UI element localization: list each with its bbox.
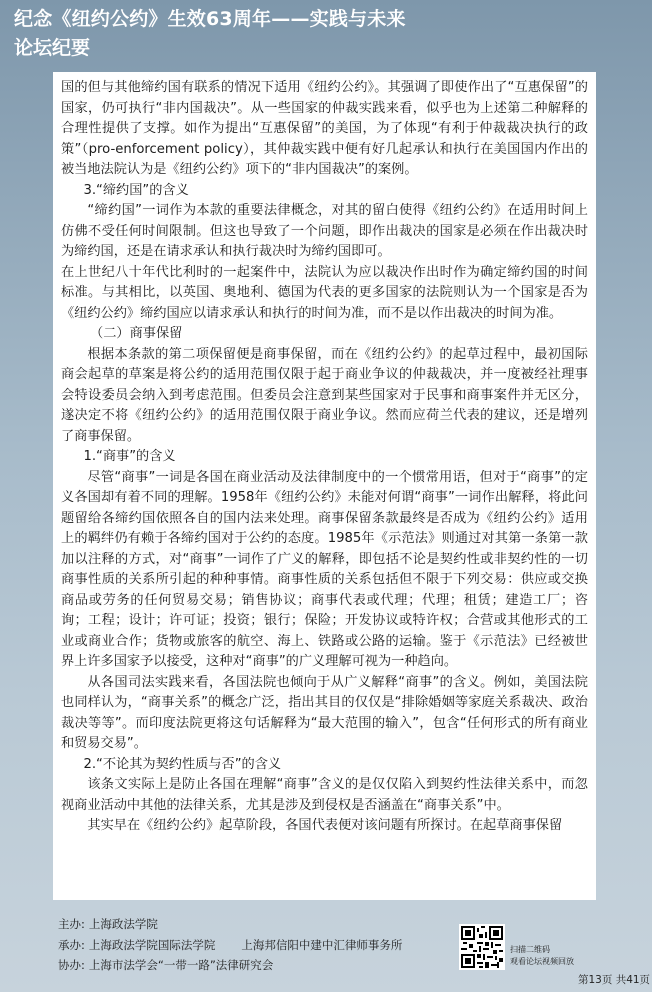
organizer-name-2: 上海邦信阳中建中汇律师事务所 (241, 937, 403, 952)
paragraph: 该条文实际上是防止各国在理解“商事”含义的是仅仅陷入到契约性法律关系中，而忽视商业活动中其他的法律关系，尤其是涉及到侵权是否涵盖在“商事关系”中。 (61, 777, 588, 813)
page-number: 第13页 共41页 (578, 974, 651, 986)
co-organizer-label: 协办: (58, 958, 85, 972)
host-row (58, 914, 478, 935)
co-organizer-name: 上海市法学会“一带一路”法律研究会 (88, 958, 274, 972)
page-subtitle: 论坛纪要 (14, 37, 91, 59)
paragraph: 在上世纪八十年代比利时的一起案件中，法院认为应以裁决作出时作为确定缔约国的时间标准。与其相比，以英国、奥地利、德国为代表的更多国家的法院则认为一个国家是否为《纽约公约》缔约国应以请求承认和执行的时间为准，而不是以作出裁决的时间为准。 (61, 264, 588, 321)
organizer-name: 上海政法学院国际法学院 (88, 937, 216, 952)
footer-credits (58, 914, 478, 976)
qr-code-icon[interactable] (459, 924, 505, 970)
host-name: 上海政法学院 (88, 917, 158, 931)
page-title: 纪念《纽约公约》生效63周年——实践与未来 (14, 8, 406, 30)
document-panel (53, 72, 596, 900)
organizer-label: 承办: (58, 937, 85, 952)
qr-caption-line-2: 观看论坛视频回放 (510, 957, 574, 966)
paragraph: 尽管“商事”一词是各国在商业活动及法律制度中的一个惯常用语，但对于“商事”的定义各国却有着不同的理解。1958年《纽约公约》未能对何谓“商事”一词作出解释，将此问题留给各缔约国依照各自的国内法来处理。商事保留条款最终是否成为《纽约公约》适用上的羁绊仍有赖于各缔约国对于公约的态度。1985年《示范法》则通过对其第一条第一款加以注释的方式，对“商事”一词作了广义的解释，即包括不论是契约性或非契约性的一切商事性质的关系所引起的种种事情。商事性质的关系包括但不限于下列交易：供应或交换商品或劳务的任何贸易交易；销售协议；商事代表或代理；代理；租赁；建造工厂；咨询；工程；设计；许可证；投资；银行；保险；开发协议或特许权；合营或其他形式的工业或商业合作；货物或旅客的航空、海上、铁路或公路的运输。鉴于《示范法》已经被世界上许多国家予以接受，这种对“商事”的广义理解可视为一种趋向。 (61, 469, 588, 669)
subheading: 3.“缔约国”的含义 (83, 182, 189, 198)
paragraph: 其实早在《纽约公约》起草阶段，各国代表便对该问题有所探讨。在起草商事保留 (87, 818, 563, 833)
paragraph: 从各国司法实践来看，各国法院也倾向于从广义解释“商事”的含义。例如，美国法院也同样认为，“商事关系”的概念广泛，指出其目的仅仅是“排除婚姻等家庭关系裁决、政治裁决等等”。而印度法院更将这句话解释为“最大范围的输入”，包含“任何形式的所有商业和贸易交易”。 (61, 674, 588, 751)
section-heading: （二）商事保留 (90, 326, 183, 341)
paragraph: 国的但与其他缔约国有联系的情况下适用《纽约公约》。其强调了即使作出了“互惠保留”的国家，仍可执行“非内国裁决”。从一些国家的仲裁实践来看，似乎也为上述第二种解释的合理性提供了支撑。如作为提出“互惠保留”的美国，为了体现“有利于仲裁裁决执行的政策”（pro-enforcement policy），其仲裁实践中便有好几起承认和执行在美国国内作出的被当地法院认为是《纽约公约》项下的“非内国裁决”的案例。 (61, 80, 588, 177)
qr-caption-line-1: 扫描二维码 (510, 945, 550, 954)
subheading: 2.“不论其为契约性质与否”的含义 (83, 756, 282, 772)
host-label: 主办: (58, 917, 85, 931)
organizer-row (58, 935, 478, 956)
paragraph: 根据本条款的第二项保留便是商事保留，而在《纽约公约》的起草过程中，最初国际商会起草的草案是将公约的适用范围仅限于起于商业争议的仲裁裁决，并一度被经社理事会特设委员会纳入到考虑范围。但委员会注意到某些国家对于民事和商事案件并无区分，遂决定不将《纽约公约》的适用范围仅限于商业争议。然而应荷兰代表的建议，还是增列了商事保留。 (61, 346, 588, 444)
subheading: 1.“商事”的含义 (83, 449, 176, 464)
paragraph: “缔约国”一词作为本款的重要法律概念，对其的留白使得《纽约公约》在适用时间上仿佛不受任何时间限制。但这也导致了一个问题，即作出裁决的国家是必须在作出裁决时为缔约国，还是在请求承认和执行裁决时为缔约国即可。 (61, 203, 588, 259)
qr-caption (510, 944, 574, 968)
co-organizer-row (58, 955, 478, 976)
header (14, 4, 638, 62)
